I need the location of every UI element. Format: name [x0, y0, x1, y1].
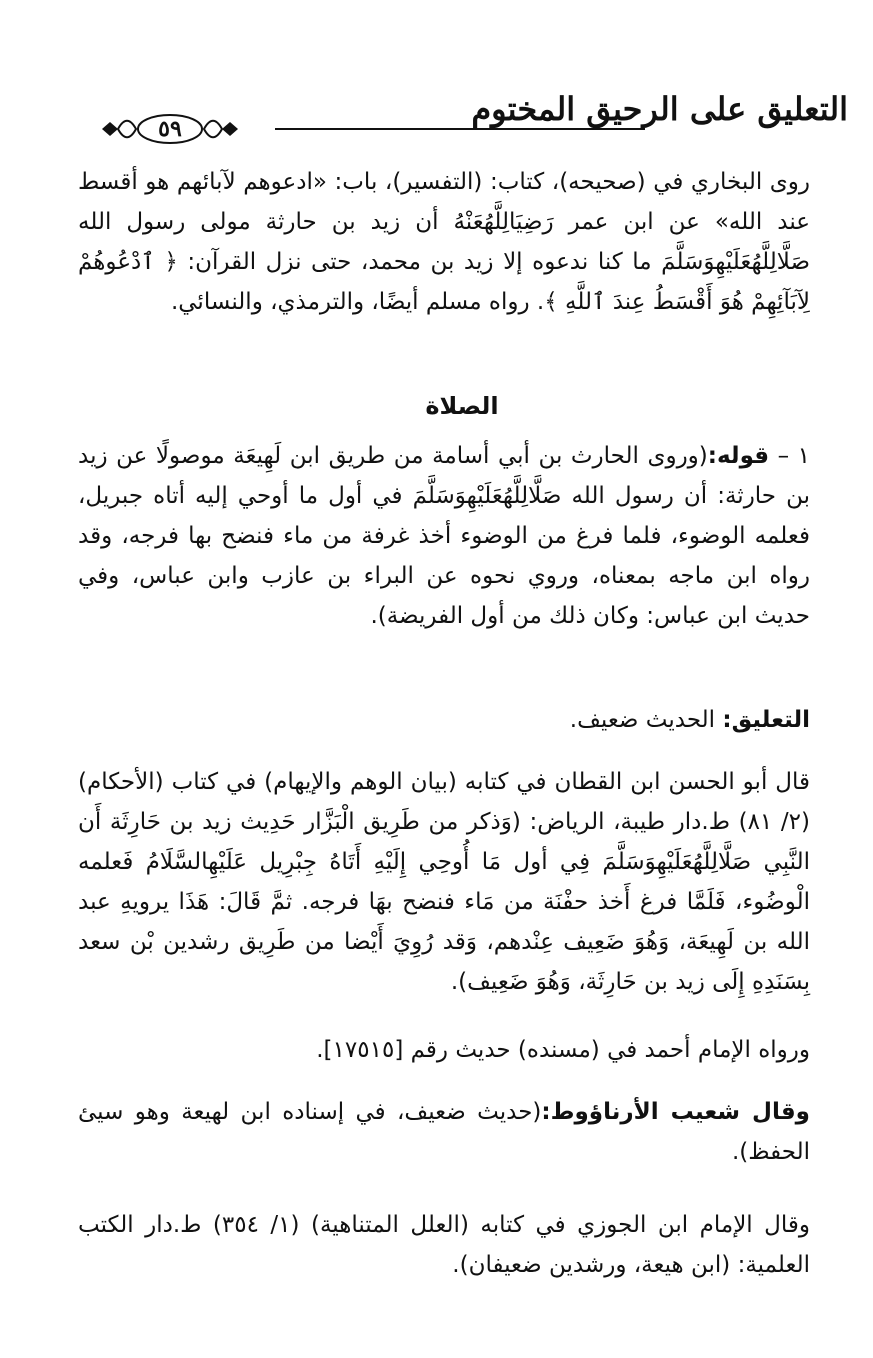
taliq-block [78, 700, 846, 740]
hadith-label: قوله: [707, 443, 770, 469]
hadith-paragraph [78, 436, 846, 636]
hadith-block [78, 436, 846, 636]
running-title: التعليق على الرحيق المختوم [471, 90, 848, 128]
ahmad-paragraph [78, 1030, 846, 1070]
ibn-qattan-paragraph [78, 762, 846, 1002]
hadith-number: ١ – [777, 443, 811, 469]
arnaut-paragraph [78, 1092, 846, 1172]
ibn-qattan-text: قال أبو الحسن ابن القطان في كتابه (بيان الوهم والإيهام) في كتاب (الأحكام) (٢/ ٨١) ط.دار طيبة، الرياض: (وَذكر من طَرِيق الْبَزَّار حَدِيث زيد بن حَارِثَة أَن النَّبِي صَلَّالِلَّهُعَلَيْهِوَسَلَّمَ فِي أول مَا أُوحِي إِلَيْهِ أَتَاهُ جِبْرِيل عَلَيْهِالسَّلَامُ فَعلمه الْوضُوء، فَلَمَّا فرغ أَخذ حفْنَة من مَاء فنضح بهَا فرجه. ثمَّ قَالَ: هَذَا يرويهِ عبد الله بن لَهِيعَة، وَهُوَ ضَعِيف عِنْدهم، وَقد رُوِيَ أَيْضا من طَرِيق رشدين بْن سعد بِسَنَدِهِ إِلَى زيد بن حَارِثَة، وَهُوَ ضَعِيف). [78, 769, 810, 995]
ahmad-text: ورواه الإمام أحمد في (مسنده) حديث رقم [١٧٥١٥]. [316, 1037, 810, 1063]
taliq-text: الحديث ضعيف. [569, 707, 716, 733]
page-number: ٥٩ [158, 116, 182, 142]
hadith-text: (وروى الحارث بن أبي أسامة من طريق ابن لَهِيعَة موصولًا عن زيد بن حارثة: أن رسول الله صَلَّالِلَّهُعَلَيْهِوَسَلَّمَ في أول ما أوحي إليه أتاه جبريل، فعلمه الوضوء، فلما فرغ من الوضوء أخذ غرفة من ماء فنضح بها فرجه، وقد رواه ابن ماجه بمعناه، وروي نحوه عن البراء بن عازب وابن عباس، وفي حديث ابن عباس: وكان ذلك من أول الفريضة). [78, 443, 810, 629]
header-rule [275, 128, 645, 130]
arnaut-text: (حديث ضعيف، في إسناده ابن لهيعة وهو سيئ الحفظ). [78, 1099, 810, 1165]
ibn-jawzi-paragraph [78, 1205, 846, 1285]
taliq-label: التعليق: [722, 707, 810, 733]
section-title: الصلاة [425, 392, 499, 420]
ibn-jawzi-text: وقال الإمام ابن الجوزي في كتابه (العلل المتناهية) (١/ ٣٥٤) ط.دار الكتب العلمية: (ابن هيعة، ورشدين ضعيفان). [78, 1212, 810, 1278]
taliq-paragraph [78, 700, 846, 740]
arnaut-label: وقال شعيب الأرناؤوط: [541, 1099, 810, 1125]
intro-text: روى البخاري في (صحيحه)، كتاب: (التفسير)، باب: «ادعوهم لآبائهم هو أقسط عند الله» عن ابن عمر رَضِيَالِلَّهُعَنْهُ أن زيد بن حارثة مولى رسول الله صَلَّالِلَّهُعَلَيْهِوَسَلَّمَ ما كنا ندعوه إلا زيد بن محمد، حتى نزل القرآن: ﴿ ٱدْعُوهُمْ لِآبَآئِهِمْ هُوَ أَقْسَطُ عِندَ ٱللَّهِ ﴾. رواه مسلم أيضًا، والترمذي، والنسائي. [78, 169, 810, 315]
arnaut-block [78, 1092, 846, 1172]
page-number-ornament [100, 112, 240, 146]
intro-paragraph [78, 162, 846, 322]
page-header [70, 88, 848, 158]
